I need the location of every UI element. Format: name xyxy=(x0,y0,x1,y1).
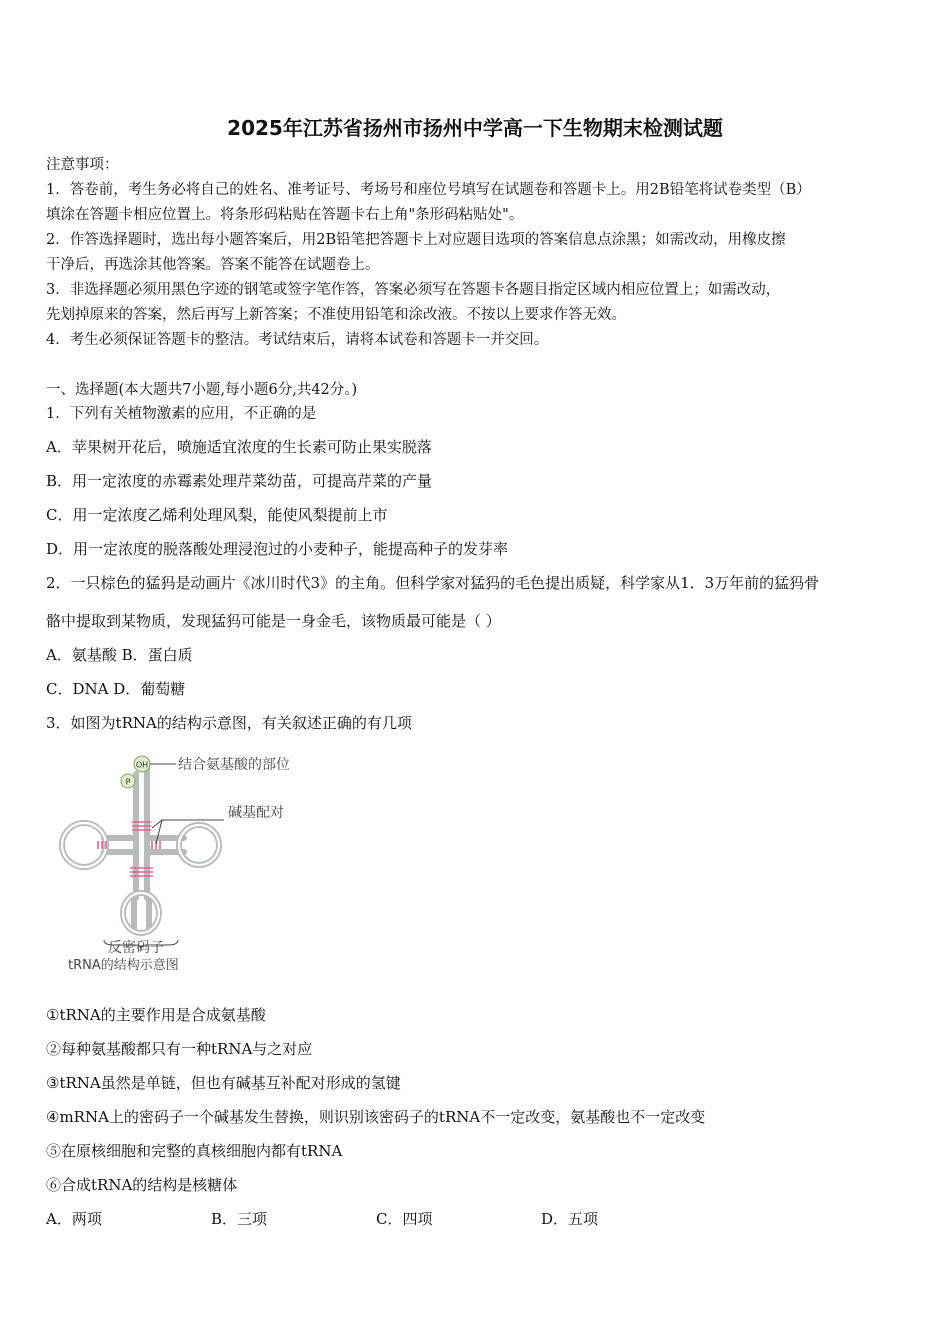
q3-option-b: B．三项 xyxy=(211,1210,268,1228)
q2-options-ab: A．氨基酸 B．蛋白质 xyxy=(46,646,193,664)
notice-line-1: 1．答卷前，考生务必将自己的姓名、准考证号、考场号和座位号填写在试题卷和答题卡上。用2B铅笔将试卷类型（B） xyxy=(46,182,811,198)
q1-option-d: D．用一定浓度的脱落酸处理浸泡过的小麦种子，能提高种子的发芽率 xyxy=(46,540,509,558)
notice-line-3: 2．作答选择题时，选出每小题答案后，用2B铅笔把答题卡上对应题目选项的答案信息点涂黑；如需改动，用橡皮擦 xyxy=(46,232,786,248)
q2-options-cd: C．DNA D．葡萄糖 xyxy=(46,680,186,698)
notice-heading: 注意事项： xyxy=(46,157,119,173)
q1-stem: 1．下列有关植物激素的应用，不正确的是 xyxy=(46,406,317,422)
q3-statement-1: ①tRNA的主要作用是合成氨基酸 xyxy=(46,1006,266,1024)
page-title: 2025年江苏省扬州市扬州中学高一下生物期末检测试题 xyxy=(227,116,723,140)
q3-option-c: C．四项 xyxy=(376,1210,433,1228)
label-anticodon: 反密码子 xyxy=(108,940,164,956)
notice-line-5: 3．非选择题必须用黑色字迹的钢笔或签字笔作答，答案必须写在答题卡各题目指定区域内相应位置上；如需改动， xyxy=(46,282,781,298)
q2-stem-line-1: 2．一只棕色的猛犸是动画片《冰川时代3》的主角。但科学家对猛犸的毛色提出质疑，科学家从1．3万年前的猛犸骨 xyxy=(46,574,820,592)
section-heading: 一、选择题(本大题共7小题,每小题6分,共42分。) xyxy=(46,382,358,398)
q1-option-c: C．用一定浓度乙烯利处理风梨，能使风梨提前上市 xyxy=(46,506,388,524)
notice-line-7: 4．考生必须保证答题卡的整洁。考试结束后，请将本试卷和答题卡一并交回。 xyxy=(46,332,549,348)
q3-option-d: D．五项 xyxy=(541,1210,599,1228)
label-oh: OH xyxy=(135,760,149,770)
label-base-pairing: 碱基配对 xyxy=(228,805,284,821)
q1-option-b: B．用一定浓度的赤霉素处理芹菜幼苗，可提高芹菜的产量 xyxy=(46,472,433,490)
trna-diagram xyxy=(54,748,324,978)
notice-line-2: 填涂在答题卡相应位置上。将条形码粘贴在答题卡右上角"条形码粘贴处"。 xyxy=(46,207,524,223)
notice-line-4: 干净后，再选涂其他答案。答案不能答在试题卷上。 xyxy=(46,257,380,273)
q3-statement-3: ③tRNA虽然是单链，但也有碱基互补配对形成的氢键 xyxy=(46,1074,401,1092)
q3-options xyxy=(46,1208,706,1229)
q3-statement-2: ②每种氨基酸都只有一种tRNA与之对应 xyxy=(46,1040,313,1058)
notice-line-6: 先划掉原来的答案，然后再写上新答案；不准使用铅笔和涂改液。不按以上要求作答无效。 xyxy=(46,307,626,323)
label-amino-acid-site: 结合氨基酸的部位 xyxy=(178,757,290,773)
q2-stem-line-2: 骼中提取到某物质，发现猛犸可能是一身金毛，该物质最可能是（ ） xyxy=(46,612,501,630)
q3-statement-4: ④mRNA上的密码子一个碱基发生替换，则识别该密码子的tRNA不一定改变，氨基酸也不一定改变 xyxy=(46,1108,706,1126)
q3-option-a: A．两项 xyxy=(46,1210,102,1228)
figure-caption: tRNA的结构示意图 xyxy=(68,958,179,973)
q3-statement-6: ⑥合成tRNA的结构是核糖体 xyxy=(46,1176,238,1194)
q3-statement-5: ⑤在原核细胞和完整的真核细胞内都有tRNA xyxy=(46,1142,343,1160)
q3-stem: 3．如图为tRNA的结构示意图，有关叙述正确的有几项 xyxy=(46,714,412,732)
q1-option-a: A．苹果树开花后，喷施适宜浓度的生长素可防止果实脱落 xyxy=(46,438,432,456)
label-p: P xyxy=(125,777,131,787)
